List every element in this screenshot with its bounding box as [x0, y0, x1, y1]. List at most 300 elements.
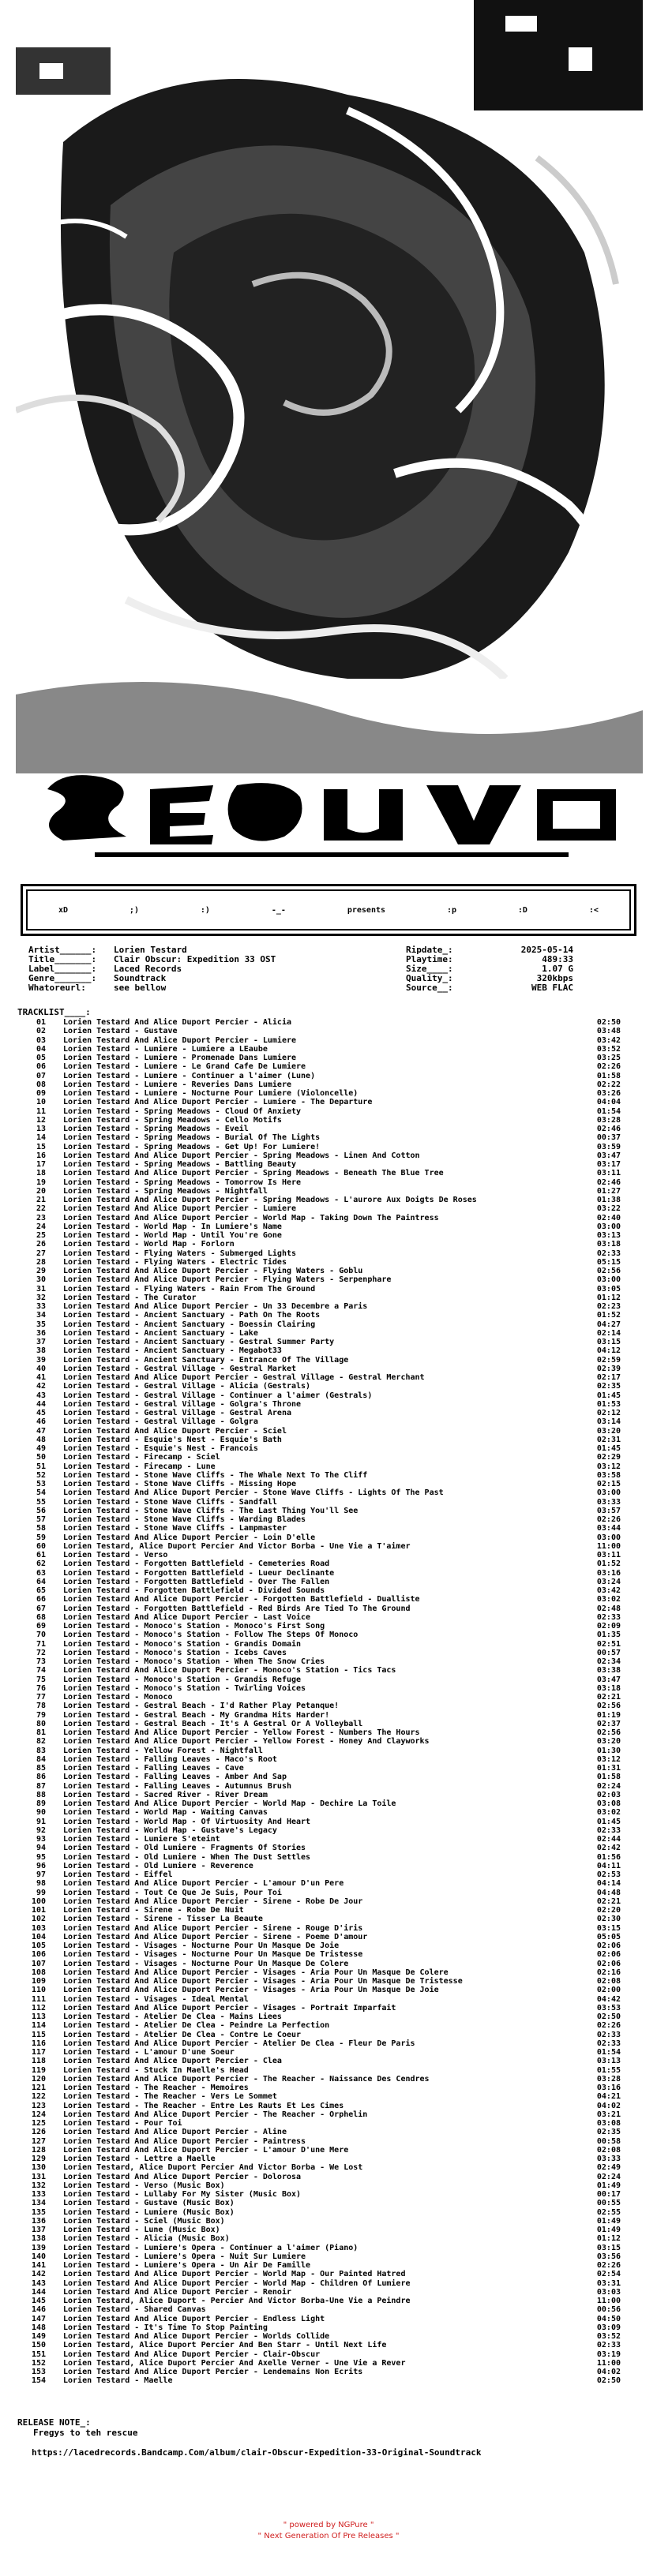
track-row	[17, 1204, 649, 1213]
track-duration: 03:57	[596, 1506, 621, 1515]
meta_right-key: Quality_:	[406, 973, 453, 983]
track-number: 109	[31, 1977, 46, 1986]
track-title: Lorien Testard And Alice Duport Percier - Renoir	[63, 2287, 291, 2297]
track-number: 115	[31, 2030, 46, 2039]
track-title: Lorien Testard - Esquie's Nest - Esquie's Bath	[63, 1435, 282, 1444]
track-number: 84	[36, 1754, 46, 1764]
track-title: Lorien Testard And Alice Duport Percier - World Map - Children Of Lumiere	[63, 2278, 411, 2288]
track-row	[17, 1799, 649, 1808]
track-title: Lorien Testard And Alice Duport Percier - Flying Waters - Serpenphare	[63, 1275, 392, 1285]
track-title: Lorien Testard - Gestral Village - Golgra	[63, 1417, 258, 1427]
meta_right-value: 1.07 G	[542, 964, 573, 974]
track-number: 72	[36, 1648, 46, 1657]
track-title: Lorien Testard - Falling Leaves - Amber And Sap	[63, 1773, 287, 1782]
track-duration: 01:56	[596, 1852, 621, 1862]
track-title: Lorien Testard, Alice Duport Percier And Ben Starr - Until Next Life	[63, 2341, 387, 2350]
track-number: 03	[36, 1035, 46, 1045]
track-title: Lorien Testard - Lune (Music Box)	[63, 2226, 220, 2234]
track-row	[17, 1080, 649, 1089]
track-title: Lorien Testard - Lumiere - Le Grand Cafe De Lumiere	[63, 1062, 306, 1072]
track-title: Lorien Testard - Falling Leaves - Autumnus Brush	[63, 1781, 291, 1791]
track-title: Lorien Testard - The Curator	[63, 1293, 197, 1302]
track-title: Lorien Testard - Gustave (Music Box)	[63, 2199, 235, 2208]
track-duration: 02:53	[596, 1870, 621, 1879]
track-title: Lorien Testard - Visages - Nocturne Pour Un Masque De Tristesse	[63, 1950, 363, 1960]
track-number: 09	[36, 1089, 46, 1098]
track-duration: 03:48	[596, 1027, 621, 1036]
track-title: Lorien Testard - Monoco	[63, 1693, 173, 1702]
track-duration: 04:02	[596, 2368, 621, 2376]
track-title: Lorien Testard - Gustave	[63, 1027, 178, 1036]
track-row	[17, 1356, 649, 1365]
track-number: 39	[36, 1355, 46, 1365]
track-title: Lorien Testard - Lumiere S'eteint	[63, 1835, 220, 1844]
track-title: Lorien Testard - Maelle	[63, 2376, 173, 2386]
track-title: Lorien Testard And Alice Duport Percier - Spring Meadows - L'aurore Aux Doigts De Roses	[63, 1196, 477, 1204]
track-number: 45	[36, 1409, 46, 1417]
track-row	[17, 2350, 649, 2359]
track-duration: 01:38	[596, 1196, 621, 1204]
track-duration: 11:00	[596, 2358, 621, 2368]
track-number: 98	[36, 1879, 46, 1889]
track-duration: 03:59	[596, 1142, 621, 1151]
track-number: 120	[31, 2074, 46, 2084]
track-row	[17, 1622, 649, 1631]
track-row	[17, 2181, 649, 2190]
track-duration: 02:37	[596, 1719, 621, 1728]
track-duration: 03:03	[596, 2287, 621, 2297]
track-duration: 04:50	[596, 2314, 621, 2323]
track-duration: 03:00	[596, 1275, 621, 1285]
track-duration: 01:58	[596, 1773, 621, 1782]
track-duration: 03:17	[596, 1160, 621, 1169]
track-row	[17, 1728, 649, 1737]
track-row	[17, 1764, 649, 1773]
track-number: 94	[36, 1844, 46, 1853]
track-title: Lorien Testard - World Map - Until You're Gone	[63, 1231, 282, 1240]
track-duration: 01:58	[596, 1071, 621, 1080]
track-row	[17, 2031, 649, 2039]
track-number: 12	[36, 1115, 46, 1125]
track-title: Lorien Testard - Spring Meadows - Get Up! For Lumiere!	[63, 1142, 321, 1151]
track-number: 112	[31, 2003, 46, 2012]
track-row	[17, 2137, 649, 2146]
track-number: 103	[31, 1923, 46, 1933]
track-row	[17, 1604, 649, 1613]
track-number: 65	[36, 1586, 46, 1595]
track-title: Lorien Testard And Alice Duport Percier - Sirene - Rouge D'iris	[63, 1923, 363, 1933]
track-row	[17, 1267, 649, 1275]
track-number: 42	[36, 1382, 46, 1391]
track-title: Lorien Testard - Lumiere - Continuer a l'aimer (Lune)	[63, 1071, 316, 1080]
track-row	[17, 1054, 649, 1062]
track-number: 46	[36, 1417, 46, 1427]
meta_right-row	[406, 983, 657, 993]
track-number: 137	[31, 2226, 46, 2234]
track-number: 147	[31, 2314, 46, 2323]
presents-banner	[21, 884, 636, 936]
track-duration: 01:53	[596, 1399, 621, 1409]
track-row	[17, 2119, 649, 2128]
track-row	[17, 1133, 649, 1142]
track-number: 70	[36, 1631, 46, 1640]
track-number: 108	[31, 1968, 46, 1977]
track-number: 77	[36, 1693, 46, 1702]
track-duration: 02:50	[596, 1018, 621, 1027]
track-number: 44	[36, 1399, 46, 1409]
track-number: 57	[36, 1515, 46, 1524]
track-row	[17, 2146, 649, 2155]
track-number: 93	[36, 1835, 46, 1844]
track-row	[17, 2190, 649, 2199]
track-number: 36	[36, 1328, 46, 1338]
track-row	[17, 1542, 649, 1551]
track-duration: 03:53	[596, 2003, 621, 2012]
track-title: Lorien Testard And Alice Duport Percier - Lumiere - The Departure	[63, 1098, 373, 1107]
track-duration: 02:24	[596, 2172, 621, 2181]
track-title: Lorien Testard - World Map - Waiting Canvas	[63, 1808, 268, 1818]
track-number: 59	[36, 1533, 46, 1542]
track-number: 22	[36, 1204, 46, 1214]
track-title: Lorien Testard - The Reacher - Vers Le Sommet	[63, 2092, 277, 2102]
presents-label: presents	[347, 905, 386, 915]
track-number: 130	[31, 2163, 46, 2173]
track-number: 110	[31, 1986, 46, 1995]
track-title: Lorien Testard - Gestral Beach - It's A Gestral Or A Volleyball	[63, 1719, 363, 1728]
track-number: 114	[31, 2021, 46, 2031]
track-row	[17, 1116, 649, 1125]
track-number: 141	[31, 2261, 46, 2270]
track-title: Lorien Testard - Ancient Sanctuary - Entrance Of The Village	[63, 1355, 349, 1365]
track-duration: 02:50	[596, 2012, 621, 2021]
track-number: 82	[36, 1737, 46, 1747]
track-number: 117	[31, 2048, 46, 2057]
track-row	[17, 1640, 649, 1649]
track-title: Lorien Testard - Lumiere - Reveries Dans Lumiere	[63, 1080, 291, 1089]
track-duration: 01:12	[596, 2234, 621, 2244]
track-number: 61	[36, 1551, 46, 1559]
track-duration: 02:35	[596, 1382, 621, 1391]
track-row	[17, 1480, 649, 1488]
track-duration: 03:44	[596, 1524, 621, 1533]
track-number: 87	[36, 1781, 46, 1791]
track-row	[17, 1400, 649, 1409]
track-title: Lorien Testard - The Reacher - Entre Les Rauts Et Les Cimes	[63, 2101, 344, 2110]
track-title: Lorien Testard - Sirene - Robe De Nuit	[63, 1906, 244, 1915]
track-row	[17, 1062, 649, 1071]
meta_left-value: Laced Records	[114, 964, 182, 974]
smiley-2: ;)	[129, 905, 139, 915]
track-row	[17, 1791, 649, 1799]
track-number: 34	[36, 1311, 46, 1320]
track-number: 24	[36, 1222, 46, 1231]
track-duration: 02:26	[596, 2261, 621, 2270]
track-number: 106	[31, 1950, 46, 1960]
track-duration: 02:26	[596, 1062, 621, 1072]
track-number: 49	[36, 1444, 46, 1453]
track-number: 27	[36, 1249, 46, 1258]
track-number: 14	[36, 1133, 46, 1143]
track-row	[17, 1258, 649, 1267]
track-title: Lorien Testard - Lettre a Maelle	[63, 2155, 216, 2163]
track-number: 105	[31, 1941, 46, 1950]
track-row	[17, 1977, 649, 1986]
track-duration: 02:06	[596, 1959, 621, 1968]
track-number: 128	[31, 2145, 46, 2155]
track-duration: 02:33	[596, 1249, 621, 1258]
track-row	[17, 1471, 649, 1480]
track-number: 102	[31, 1915, 46, 1924]
track-row	[17, 2102, 649, 2110]
track-row	[17, 1231, 649, 1240]
track-title: Lorien Testard And Alice Duport Percier - Visages - Portrait Imparfait	[63, 2003, 396, 2012]
track-number: 54	[36, 1488, 46, 1498]
track-title: Lorien Testard And Alice Duport Percier - Sirene - Poeme D'amour	[63, 1932, 368, 1941]
track-row	[17, 1498, 649, 1507]
track-duration: 03:20	[596, 1737, 621, 1747]
track-row	[17, 1808, 649, 1817]
track-row	[17, 1844, 649, 1852]
meta_right-value: WEB FLAC	[531, 983, 573, 993]
track-row	[17, 1515, 649, 1524]
track-title: Lorien Testard And Alice Duport Percier - The Reacher - Orphelin	[63, 2110, 368, 2119]
track-duration: 00:55	[596, 2199, 621, 2208]
track-duration: 02:15	[596, 1480, 621, 1488]
track-number: 91	[36, 1817, 46, 1826]
track-number: 135	[31, 2207, 46, 2217]
track-row	[17, 2021, 649, 2030]
track-title: Lorien Testard - Eiffel	[63, 1870, 173, 1879]
track-duration: 03:13	[596, 2057, 621, 2066]
track-row	[17, 2252, 649, 2261]
track-duration: 02:34	[596, 1657, 621, 1666]
track-row	[17, 2234, 649, 2243]
track-title: Lorien Testard And Alice Duport Percier - Gestral Village - Gestral Merchant	[63, 1373, 425, 1382]
track-title: Lorien Testard - Lumiere's Opera - Nuit Sur Lumiere	[63, 2252, 306, 2261]
tracklist	[17, 1018, 649, 2386]
track-row	[17, 1862, 649, 1870]
track-row	[17, 1933, 649, 1941]
track-row	[17, 1559, 649, 1568]
track-duration: 01:54	[596, 2048, 621, 2057]
release-url[interactable]: https://lacedrecords.Bandcamp.Com/album/clair-Obscur-Expedition-33-Original-Soundtrack	[32, 2447, 482, 2458]
track-duration: 03:28	[596, 2074, 621, 2084]
track-row	[17, 1693, 649, 1702]
track-row	[17, 1613, 649, 1622]
track-number: 15	[36, 1142, 46, 1151]
track-row	[17, 2066, 649, 2075]
track-title: Lorien Testard - Lumiere's Opera - Un Air De Famille	[63, 2261, 311, 2270]
track-title: Lorien Testard And Alice Duport Percier - Atelier De Clea - Fleur De Paris	[63, 2039, 415, 2048]
track-duration: 02:06	[596, 1950, 621, 1960]
track-row	[17, 2039, 649, 2048]
track-duration: 03:00	[596, 1222, 621, 1231]
release-note-text: Fregys to teh rescue	[33, 2428, 138, 2438]
track-title: Lorien Testard And Alice Duport Percier - Clair-Obscur	[63, 2349, 321, 2359]
track-title: Lorien Testard, Alice Duport - Percier And Victor Borba-Une Vie a Peindre	[63, 2297, 411, 2305]
track-number: 127	[31, 2136, 46, 2146]
track-title: Lorien Testard And Alice Duport Percier - World Map - Our Painted Hatred	[63, 2270, 406, 2279]
track-number: 51	[36, 1462, 46, 1471]
track-row	[17, 2092, 649, 2101]
track-title: Lorien Testard - Stone Wave Cliffs - Sandfall	[63, 1497, 277, 1507]
track-number: 06	[36, 1062, 46, 1072]
track-row	[17, 1879, 649, 1888]
track-row	[17, 2270, 649, 2278]
track-number: 43	[36, 1391, 46, 1400]
track-row	[17, 2199, 649, 2207]
track-title: Lorien Testard - Ancient Sanctuary - Megabot33	[63, 1346, 282, 1356]
meta_left-key: Title_______:	[28, 954, 97, 964]
track-row	[17, 1649, 649, 1657]
track-duration: 03:20	[596, 1426, 621, 1436]
smiley-6: :D	[517, 905, 527, 915]
track-number: 31	[36, 1284, 46, 1294]
track-number: 151	[31, 2349, 46, 2359]
track-number: 133	[31, 2190, 46, 2199]
track-title: Lorien Testard And Alice Duport Percier - L'amour D'une Mere	[63, 2145, 349, 2155]
track-number: 05	[36, 1054, 46, 1062]
track-row	[17, 1666, 649, 1675]
track-number: 40	[36, 1364, 46, 1373]
track-number: 26	[36, 1240, 46, 1249]
track-duration: 02:21	[596, 1693, 621, 1702]
track-duration: 02:56	[596, 1702, 621, 1711]
track-duration: 04:14	[596, 1879, 621, 1889]
track-duration: 02:26	[596, 2021, 621, 2031]
track-duration: 01:19	[596, 1710, 621, 1720]
track-row	[17, 2332, 649, 2341]
track-number: 136	[31, 2216, 46, 2226]
track-row	[17, 1302, 649, 1311]
track-duration: 01:49	[596, 2216, 621, 2226]
track-duration: 02:54	[596, 2270, 621, 2279]
track-duration: 02:59	[596, 1355, 621, 1365]
track-duration: 02:30	[596, 1915, 621, 1924]
track-row	[17, 2279, 649, 2288]
track-row	[17, 2084, 649, 2092]
track-duration: 02:56	[596, 1267, 621, 1275]
track-number: 81	[36, 1728, 46, 1737]
track-duration: 03:31	[596, 2278, 621, 2288]
track-row	[17, 1897, 649, 1906]
track-row	[17, 1382, 649, 1391]
track-duration: 02:51	[596, 1639, 621, 1649]
track-duration: 01:45	[596, 1817, 621, 1826]
track-title: Lorien Testard - Flying Waters - Rain From The Ground	[63, 1284, 316, 1294]
track-duration: 03:15	[596, 1923, 621, 1933]
track-duration: 00:57	[596, 1648, 621, 1657]
track-title: Lorien Testard - Forgotten Battlefield - Lueur Declinante	[63, 1568, 335, 1578]
track-duration: 01:35	[596, 1631, 621, 1640]
track-number: 73	[36, 1657, 46, 1666]
track-title: Lorien Testard - Lullaby For My Sister (Music Box)	[63, 2190, 302, 2199]
track-number: 119	[31, 2065, 46, 2075]
track-title: Lorien Testard - Atelier De Clea - Mains Liees	[63, 2012, 282, 2021]
track-title: Lorien Testard - Spring Meadows - Burial Of The Lights	[63, 1133, 321, 1143]
track-number: 29	[36, 1267, 46, 1275]
track-number: 96	[36, 1861, 46, 1870]
track-row	[17, 1365, 649, 1373]
track-title: Lorien Testard And Alice Duport Percier - Dolorosa	[63, 2172, 302, 2181]
track-duration: 04:42	[596, 1994, 621, 2004]
track-row	[17, 2368, 649, 2376]
track-duration: 03:14	[596, 1417, 621, 1427]
track-duration: 01:54	[596, 1106, 621, 1116]
track-duration: 02:20	[596, 1906, 621, 1915]
track-title: Lorien Testard - Monoco's Station - Monoco's First Song	[63, 1622, 325, 1631]
track-duration: 05:15	[596, 1257, 621, 1267]
track-number: 35	[36, 1320, 46, 1329]
track-row	[17, 1870, 649, 1879]
track-duration: 04:27	[596, 1320, 621, 1329]
track-duration: 01:12	[596, 1293, 621, 1302]
track-row	[17, 1027, 649, 1035]
track-title: Lorien Testard - Monoco's Station - Twirling Voices	[63, 1683, 306, 1693]
track-duration: 03:42	[596, 1035, 621, 1045]
release-note	[17, 2417, 482, 2458]
track-duration: 03:13	[596, 1231, 621, 1240]
track-duration: 11:00	[596, 2297, 621, 2305]
track-duration: 03:08	[596, 1799, 621, 1808]
track-number: 123	[31, 2101, 46, 2110]
track-duration: 02:44	[596, 1835, 621, 1844]
track-duration: 02:14	[596, 1328, 621, 1338]
track-number: 86	[36, 1773, 46, 1782]
track-number: 17	[36, 1160, 46, 1169]
track-title: Lorien Testard - Spring Meadows - Eveil	[63, 1125, 249, 1133]
track-number: 11	[36, 1106, 46, 1116]
track-duration: 11:00	[596, 1541, 621, 1551]
track-title: Lorien Testard - Pour Toi	[63, 2119, 182, 2128]
track-title: Lorien Testard - Gestral Village - Gestral Arena	[63, 1409, 291, 1417]
track-duration: 03:24	[596, 1577, 621, 1586]
track-row	[17, 1950, 649, 1959]
track-row	[17, 2075, 649, 2084]
track-row	[17, 2315, 649, 2323]
track-number: 104	[31, 1932, 46, 1941]
track-duration: 02:49	[596, 2163, 621, 2173]
track-number: 111	[31, 1994, 46, 2004]
track-number: 52	[36, 1470, 46, 1480]
track-duration: 03:58	[596, 1470, 621, 1480]
track-title: Lorien Testard - Old Lumiere - Reverence	[63, 1861, 253, 1870]
track-number: 48	[36, 1435, 46, 1444]
track-row	[17, 1329, 649, 1338]
track-row	[17, 1711, 649, 1720]
track-title: Lorien Testard - Spring Meadows - Battling Beauty	[63, 1160, 297, 1169]
track-number: 152	[31, 2358, 46, 2368]
track-title: Lorien Testard - Sacred River - River Dream	[63, 1790, 268, 1799]
track-number: 150	[31, 2341, 46, 2350]
track-row	[17, 1755, 649, 1764]
track-row	[17, 2110, 649, 2119]
track-title: Lorien Testard - Gestral Beach - I'd Rather Play Petanque!	[63, 1702, 340, 1711]
track-row	[17, 1214, 649, 1222]
smiley-1: xD	[58, 905, 68, 915]
track-number: 50	[36, 1453, 46, 1462]
track-row	[17, 2288, 649, 2297]
track-number: 138	[31, 2234, 46, 2244]
meta_left-value: Lorien Testard	[114, 945, 187, 955]
track-title: Lorien Testard - Stone Wave Cliffs - Missing Hope	[63, 1480, 297, 1488]
track-number: 140	[31, 2252, 46, 2261]
track-row	[17, 1684, 649, 1693]
track-row	[17, 1320, 649, 1329]
track-title: Lorien Testard - Verso (Music Box)	[63, 2181, 225, 2190]
track-row	[17, 2297, 649, 2305]
track-number: 144	[31, 2287, 46, 2297]
